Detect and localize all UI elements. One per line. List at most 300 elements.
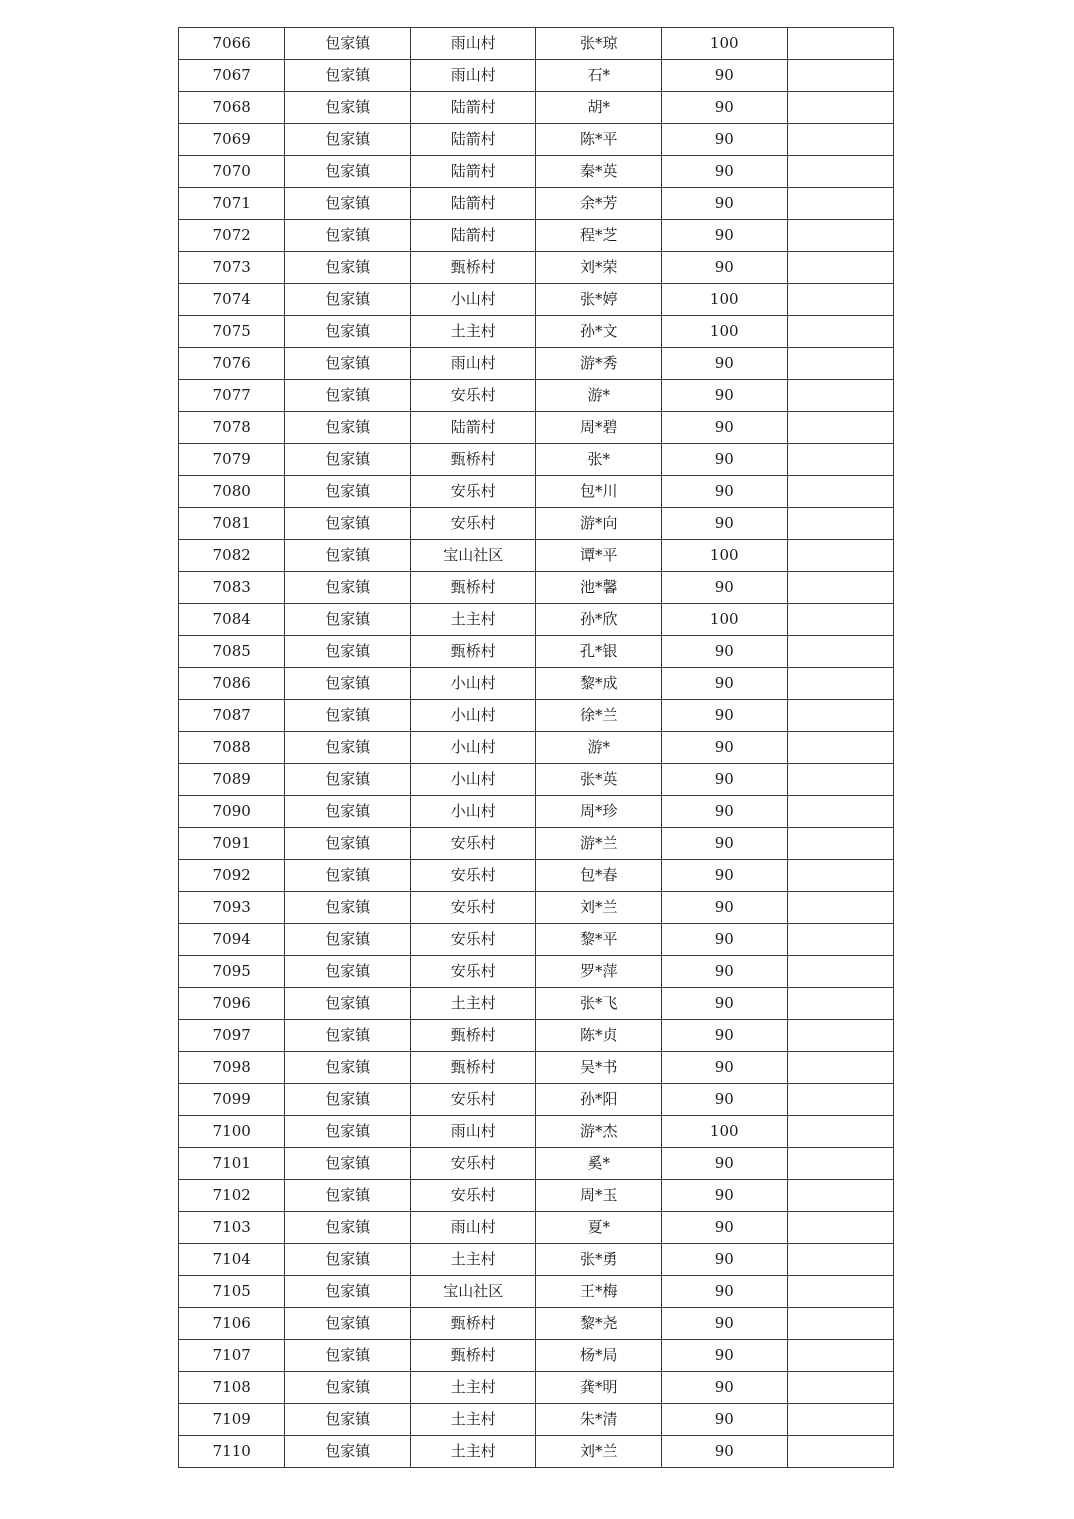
village-cell: 安乐村 <box>410 508 536 540</box>
village-cell: 陆箭村 <box>410 156 536 188</box>
name-cell: 游* <box>536 732 662 764</box>
town-cell: 包家镇 <box>285 508 411 540</box>
name-cell: 池*馨 <box>536 572 662 604</box>
table-row <box>179 1436 894 1468</box>
table-row <box>179 1084 894 1116</box>
amount-cell: 90 <box>661 1244 787 1276</box>
amount-cell: 90 <box>661 796 787 828</box>
amount-cell: 90 <box>661 156 787 188</box>
town-cell: 包家镇 <box>285 380 411 412</box>
table-row <box>179 156 894 188</box>
name-cell: 王*梅 <box>536 1276 662 1308</box>
serial-number-cell: 7076 <box>179 348 285 380</box>
remark-cell <box>787 732 894 764</box>
village-cell: 雨山村 <box>410 1212 536 1244</box>
table-row <box>179 348 894 380</box>
town-cell: 包家镇 <box>285 892 411 924</box>
amount-cell: 100 <box>661 604 787 636</box>
name-cell: 谭*平 <box>536 540 662 572</box>
remark-cell <box>787 828 894 860</box>
amount-cell: 90 <box>661 700 787 732</box>
table-row <box>179 1404 894 1436</box>
amount-cell: 90 <box>661 636 787 668</box>
town-cell: 包家镇 <box>285 1340 411 1372</box>
amount-cell: 90 <box>661 668 787 700</box>
name-cell: 罗*萍 <box>536 956 662 988</box>
village-cell: 安乐村 <box>410 892 536 924</box>
town-cell: 包家镇 <box>285 1180 411 1212</box>
serial-number-cell: 7069 <box>179 124 285 156</box>
village-cell: 安乐村 <box>410 380 536 412</box>
records-table-body <box>179 28 894 1468</box>
name-cell: 秦*英 <box>536 156 662 188</box>
name-cell: 吴*书 <box>536 1052 662 1084</box>
amount-cell: 90 <box>661 860 787 892</box>
table-row <box>179 700 894 732</box>
remark-cell <box>787 700 894 732</box>
remark-cell <box>787 380 894 412</box>
remark-cell <box>787 924 894 956</box>
table-row <box>179 92 894 124</box>
remark-cell <box>787 60 894 92</box>
town-cell: 包家镇 <box>285 1372 411 1404</box>
village-cell: 小山村 <box>410 732 536 764</box>
town-cell: 包家镇 <box>285 796 411 828</box>
remark-cell <box>787 476 894 508</box>
name-cell: 孔*银 <box>536 636 662 668</box>
records-table <box>178 27 894 1468</box>
remark-cell <box>787 252 894 284</box>
table-row <box>179 444 894 476</box>
remark-cell <box>787 764 894 796</box>
village-cell: 甄桥村 <box>410 572 536 604</box>
amount-cell: 90 <box>661 380 787 412</box>
town-cell: 包家镇 <box>285 156 411 188</box>
remark-cell <box>787 444 894 476</box>
name-cell: 刘*荣 <box>536 252 662 284</box>
name-cell: 张* <box>536 444 662 476</box>
town-cell: 包家镇 <box>285 732 411 764</box>
town-cell: 包家镇 <box>285 476 411 508</box>
remark-cell <box>787 668 894 700</box>
town-cell: 包家镇 <box>285 316 411 348</box>
name-cell: 张*琼 <box>536 28 662 60</box>
remark-cell <box>787 1084 894 1116</box>
name-cell: 黎*尧 <box>536 1308 662 1340</box>
town-cell: 包家镇 <box>285 252 411 284</box>
amount-cell: 90 <box>661 1052 787 1084</box>
amount-cell: 90 <box>661 892 787 924</box>
town-cell: 包家镇 <box>285 764 411 796</box>
village-cell: 小山村 <box>410 284 536 316</box>
village-cell: 宝山社区 <box>410 1276 536 1308</box>
name-cell: 游*秀 <box>536 348 662 380</box>
table-row <box>179 1308 894 1340</box>
serial-number-cell: 7091 <box>179 828 285 860</box>
village-cell: 陆箭村 <box>410 220 536 252</box>
town-cell: 包家镇 <box>285 540 411 572</box>
village-cell: 土主村 <box>410 316 536 348</box>
serial-number-cell: 7092 <box>179 860 285 892</box>
remark-cell <box>787 1148 894 1180</box>
village-cell: 安乐村 <box>410 828 536 860</box>
village-cell: 土主村 <box>410 1372 536 1404</box>
remark-cell <box>787 988 894 1020</box>
village-cell: 雨山村 <box>410 1116 536 1148</box>
table-row <box>179 636 894 668</box>
name-cell: 张*飞 <box>536 988 662 1020</box>
remark-cell <box>787 28 894 60</box>
town-cell: 包家镇 <box>285 604 411 636</box>
remark-cell <box>787 1244 894 1276</box>
town-cell: 包家镇 <box>285 1212 411 1244</box>
amount-cell: 90 <box>661 476 787 508</box>
table-row <box>179 860 894 892</box>
town-cell: 包家镇 <box>285 1020 411 1052</box>
remark-cell <box>787 572 894 604</box>
village-cell: 安乐村 <box>410 860 536 892</box>
town-cell: 包家镇 <box>285 220 411 252</box>
town-cell: 包家镇 <box>285 860 411 892</box>
name-cell: 刘*兰 <box>536 1436 662 1468</box>
town-cell: 包家镇 <box>285 28 411 60</box>
serial-number-cell: 7085 <box>179 636 285 668</box>
serial-number-cell: 7095 <box>179 956 285 988</box>
serial-number-cell: 7068 <box>179 92 285 124</box>
amount-cell: 90 <box>661 1372 787 1404</box>
amount-cell: 90 <box>661 1340 787 1372</box>
serial-number-cell: 7067 <box>179 60 285 92</box>
name-cell: 游*向 <box>536 508 662 540</box>
remark-cell <box>787 156 894 188</box>
serial-number-cell: 7070 <box>179 156 285 188</box>
table-row <box>179 1276 894 1308</box>
remark-cell <box>787 1372 894 1404</box>
remark-cell <box>787 1020 894 1052</box>
name-cell: 黎*平 <box>536 924 662 956</box>
amount-cell: 90 <box>661 1436 787 1468</box>
serial-number-cell: 7086 <box>179 668 285 700</box>
remark-cell <box>787 892 894 924</box>
remark-cell <box>787 1404 894 1436</box>
amount-cell: 90 <box>661 60 787 92</box>
table-row <box>179 924 894 956</box>
name-cell: 陈*贞 <box>536 1020 662 1052</box>
table-row <box>179 1372 894 1404</box>
town-cell: 包家镇 <box>285 924 411 956</box>
name-cell: 周*碧 <box>536 412 662 444</box>
remark-cell <box>787 604 894 636</box>
village-cell: 安乐村 <box>410 1148 536 1180</box>
table-row <box>179 796 894 828</box>
name-cell: 徐*兰 <box>536 700 662 732</box>
serial-number-cell: 7081 <box>179 508 285 540</box>
town-cell: 包家镇 <box>285 828 411 860</box>
name-cell: 周*珍 <box>536 796 662 828</box>
amount-cell: 90 <box>661 1084 787 1116</box>
serial-number-cell: 7098 <box>179 1052 285 1084</box>
amount-cell: 100 <box>661 284 787 316</box>
village-cell: 甄桥村 <box>410 1020 536 1052</box>
town-cell: 包家镇 <box>285 1244 411 1276</box>
serial-number-cell: 7072 <box>179 220 285 252</box>
serial-number-cell: 7094 <box>179 924 285 956</box>
village-cell: 小山村 <box>410 764 536 796</box>
amount-cell: 90 <box>661 508 787 540</box>
amount-cell: 90 <box>661 1276 787 1308</box>
table-row <box>179 1116 894 1148</box>
name-cell: 刘*兰 <box>536 892 662 924</box>
amount-cell: 100 <box>661 28 787 60</box>
serial-number-cell: 7084 <box>179 604 285 636</box>
village-cell: 甄桥村 <box>410 1340 536 1372</box>
serial-number-cell: 7106 <box>179 1308 285 1340</box>
name-cell: 奚* <box>536 1148 662 1180</box>
amount-cell: 90 <box>661 924 787 956</box>
town-cell: 包家镇 <box>285 668 411 700</box>
village-cell: 安乐村 <box>410 1180 536 1212</box>
town-cell: 包家镇 <box>285 444 411 476</box>
remark-cell <box>787 284 894 316</box>
town-cell: 包家镇 <box>285 60 411 92</box>
name-cell: 朱*清 <box>536 1404 662 1436</box>
town-cell: 包家镇 <box>285 988 411 1020</box>
village-cell: 陆箭村 <box>410 412 536 444</box>
table-row <box>179 668 894 700</box>
serial-number-cell: 7102 <box>179 1180 285 1212</box>
remark-cell <box>787 92 894 124</box>
name-cell: 游*兰 <box>536 828 662 860</box>
village-cell: 陆箭村 <box>410 92 536 124</box>
town-cell: 包家镇 <box>285 1276 411 1308</box>
village-cell: 安乐村 <box>410 476 536 508</box>
table-row <box>179 284 894 316</box>
remark-cell <box>787 124 894 156</box>
town-cell: 包家镇 <box>285 188 411 220</box>
name-cell: 杨*局 <box>536 1340 662 1372</box>
town-cell: 包家镇 <box>285 92 411 124</box>
table-row <box>179 220 894 252</box>
name-cell: 周*玉 <box>536 1180 662 1212</box>
amount-cell: 100 <box>661 316 787 348</box>
village-cell: 雨山村 <box>410 60 536 92</box>
village-cell: 土主村 <box>410 988 536 1020</box>
village-cell: 小山村 <box>410 668 536 700</box>
table-row <box>179 124 894 156</box>
table-row <box>179 412 894 444</box>
table-row <box>179 1212 894 1244</box>
name-cell: 黎*成 <box>536 668 662 700</box>
amount-cell: 90 <box>661 1212 787 1244</box>
village-cell: 安乐村 <box>410 956 536 988</box>
remark-cell <box>787 636 894 668</box>
table-row <box>179 1340 894 1372</box>
serial-number-cell: 7082 <box>179 540 285 572</box>
serial-number-cell: 7071 <box>179 188 285 220</box>
town-cell: 包家镇 <box>285 348 411 380</box>
serial-number-cell: 7109 <box>179 1404 285 1436</box>
village-cell: 甄桥村 <box>410 252 536 284</box>
remark-cell <box>787 316 894 348</box>
amount-cell: 100 <box>661 540 787 572</box>
table-row <box>179 1180 894 1212</box>
serial-number-cell: 7090 <box>179 796 285 828</box>
serial-number-cell: 7074 <box>179 284 285 316</box>
name-cell: 陈*平 <box>536 124 662 156</box>
village-cell: 土主村 <box>410 1436 536 1468</box>
table-row <box>179 604 894 636</box>
remark-cell <box>787 508 894 540</box>
table-row <box>179 1020 894 1052</box>
amount-cell: 90 <box>661 348 787 380</box>
remark-cell <box>787 1276 894 1308</box>
name-cell: 石* <box>536 60 662 92</box>
name-cell: 胡* <box>536 92 662 124</box>
name-cell: 游*杰 <box>536 1116 662 1148</box>
town-cell: 包家镇 <box>285 956 411 988</box>
serial-number-cell: 7075 <box>179 316 285 348</box>
amount-cell: 90 <box>661 988 787 1020</box>
serial-number-cell: 7088 <box>179 732 285 764</box>
remark-cell <box>787 956 894 988</box>
table-row <box>179 892 894 924</box>
village-cell: 小山村 <box>410 700 536 732</box>
town-cell: 包家镇 <box>285 412 411 444</box>
town-cell: 包家镇 <box>285 1308 411 1340</box>
table-row <box>179 828 894 860</box>
amount-cell: 90 <box>661 444 787 476</box>
name-cell: 游* <box>536 380 662 412</box>
village-cell: 陆箭村 <box>410 188 536 220</box>
table-row <box>179 572 894 604</box>
serial-number-cell: 7097 <box>179 1020 285 1052</box>
serial-number-cell: 7078 <box>179 412 285 444</box>
remark-cell <box>787 1340 894 1372</box>
serial-number-cell: 7108 <box>179 1372 285 1404</box>
amount-cell: 90 <box>661 572 787 604</box>
village-cell: 土主村 <box>410 604 536 636</box>
serial-number-cell: 7077 <box>179 380 285 412</box>
amount-cell: 90 <box>661 1308 787 1340</box>
village-cell: 安乐村 <box>410 1084 536 1116</box>
town-cell: 包家镇 <box>285 1052 411 1084</box>
amount-cell: 90 <box>661 1180 787 1212</box>
serial-number-cell: 7083 <box>179 572 285 604</box>
remark-cell <box>787 220 894 252</box>
name-cell: 张*勇 <box>536 1244 662 1276</box>
serial-number-cell: 7079 <box>179 444 285 476</box>
remark-cell <box>787 1116 894 1148</box>
name-cell: 包*春 <box>536 860 662 892</box>
name-cell: 包*川 <box>536 476 662 508</box>
table-row <box>179 732 894 764</box>
amount-cell: 90 <box>661 412 787 444</box>
name-cell: 夏* <box>536 1212 662 1244</box>
remark-cell <box>787 348 894 380</box>
serial-number-cell: 7103 <box>179 1212 285 1244</box>
serial-number-cell: 7073 <box>179 252 285 284</box>
remark-cell <box>787 1052 894 1084</box>
town-cell: 包家镇 <box>285 1084 411 1116</box>
remark-cell <box>787 1180 894 1212</box>
village-cell: 宝山社区 <box>410 540 536 572</box>
serial-number-cell: 7087 <box>179 700 285 732</box>
amount-cell: 90 <box>661 1404 787 1436</box>
village-cell: 土主村 <box>410 1404 536 1436</box>
serial-number-cell: 7101 <box>179 1148 285 1180</box>
serial-number-cell: 7089 <box>179 764 285 796</box>
name-cell: 孙*欣 <box>536 604 662 636</box>
amount-cell: 90 <box>661 1148 787 1180</box>
remark-cell <box>787 796 894 828</box>
table-row <box>179 1052 894 1084</box>
village-cell: 雨山村 <box>410 348 536 380</box>
amount-cell: 90 <box>661 732 787 764</box>
remark-cell <box>787 1436 894 1468</box>
amount-cell: 90 <box>661 220 787 252</box>
village-cell: 甄桥村 <box>410 444 536 476</box>
table-row <box>179 508 894 540</box>
name-cell: 张*婷 <box>536 284 662 316</box>
serial-number-cell: 7110 <box>179 1436 285 1468</box>
amount-cell: 90 <box>661 828 787 860</box>
town-cell: 包家镇 <box>285 1116 411 1148</box>
village-cell: 雨山村 <box>410 28 536 60</box>
remark-cell <box>787 1308 894 1340</box>
name-cell: 余*芳 <box>536 188 662 220</box>
remark-cell <box>787 412 894 444</box>
amount-cell: 90 <box>661 1020 787 1052</box>
table-row <box>179 540 894 572</box>
table-row <box>179 956 894 988</box>
serial-number-cell: 7066 <box>179 28 285 60</box>
table-row <box>179 28 894 60</box>
town-cell: 包家镇 <box>285 1404 411 1436</box>
serial-number-cell: 7093 <box>179 892 285 924</box>
town-cell: 包家镇 <box>285 572 411 604</box>
town-cell: 包家镇 <box>285 1436 411 1468</box>
amount-cell: 90 <box>661 956 787 988</box>
table-row <box>179 1244 894 1276</box>
serial-number-cell: 7104 <box>179 1244 285 1276</box>
village-cell: 甄桥村 <box>410 1308 536 1340</box>
table-row <box>179 60 894 92</box>
name-cell: 孙*阳 <box>536 1084 662 1116</box>
village-cell: 甄桥村 <box>410 1052 536 1084</box>
amount-cell: 90 <box>661 252 787 284</box>
town-cell: 包家镇 <box>285 124 411 156</box>
village-cell: 小山村 <box>410 796 536 828</box>
table-row <box>179 476 894 508</box>
amount-cell: 100 <box>661 1116 787 1148</box>
town-cell: 包家镇 <box>285 700 411 732</box>
serial-number-cell: 7080 <box>179 476 285 508</box>
remark-cell <box>787 188 894 220</box>
serial-number-cell: 7107 <box>179 1340 285 1372</box>
village-cell: 陆箭村 <box>410 124 536 156</box>
table-row <box>179 764 894 796</box>
amount-cell: 90 <box>661 764 787 796</box>
amount-cell: 90 <box>661 124 787 156</box>
table-row <box>179 188 894 220</box>
name-cell: 程*芝 <box>536 220 662 252</box>
table-row <box>179 1148 894 1180</box>
amount-cell: 90 <box>661 188 787 220</box>
serial-number-cell: 7099 <box>179 1084 285 1116</box>
remark-cell <box>787 1212 894 1244</box>
town-cell: 包家镇 <box>285 636 411 668</box>
name-cell: 张*英 <box>536 764 662 796</box>
